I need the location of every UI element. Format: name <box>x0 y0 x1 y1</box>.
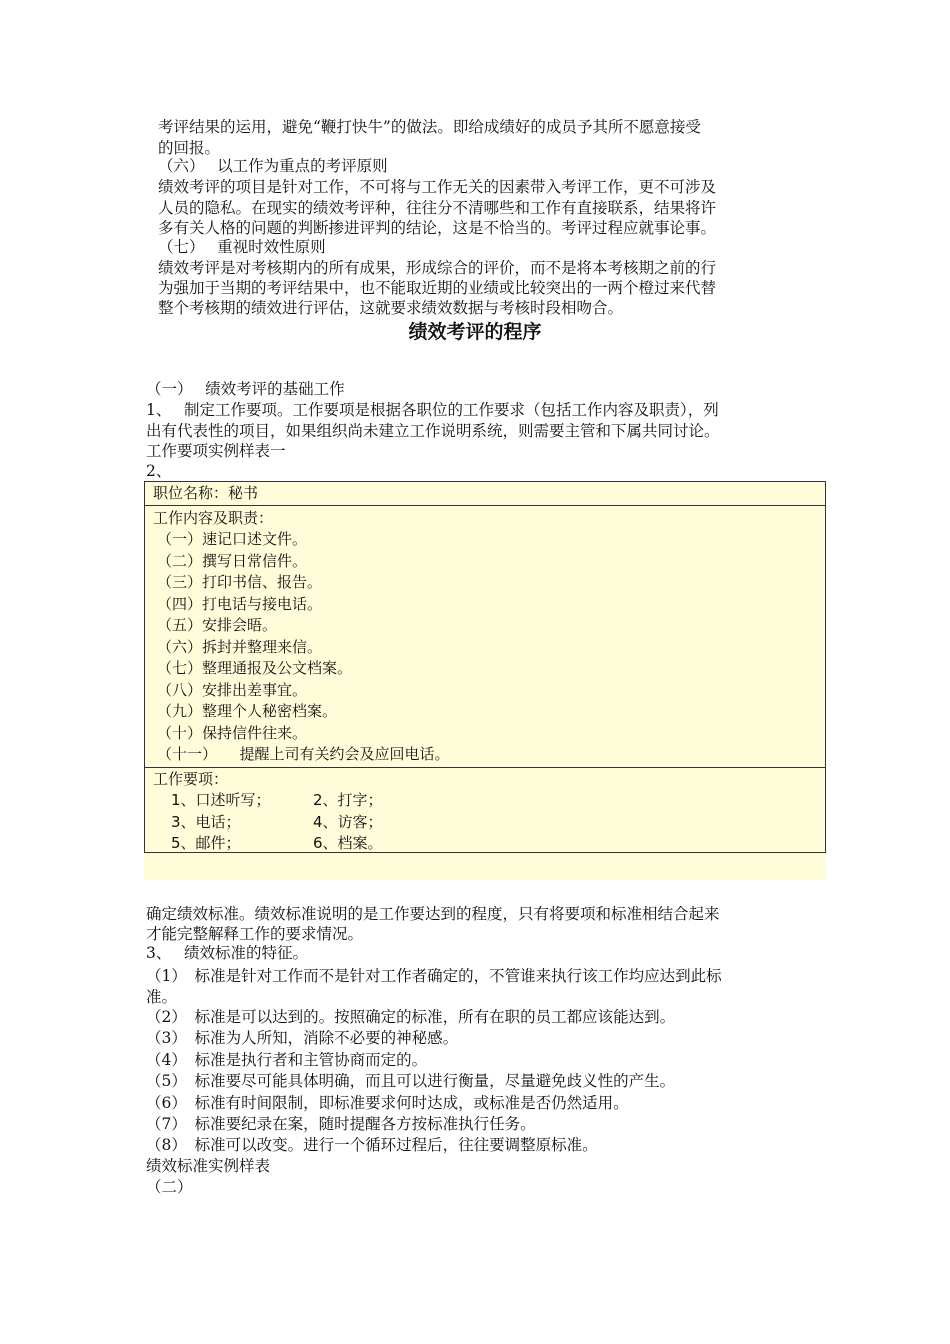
duties-label: 工作内容及职责： <box>153 509 274 527</box>
paragraph-line: 绩效考评是对考核期内的所有成果，形成综合的评价，而不是将本考核期之前的行 <box>158 259 717 277</box>
paragraph-line: 的回报。 <box>158 139 221 157</box>
duty-item: （一）速记口述文件。 <box>157 530 308 548</box>
paragraph-line: 为强加于当期的考评结果中，也不能取近期的业绩或比较突出的一两个橙过来代替 <box>158 279 717 297</box>
subheading-3: 3、 绩效标准的特征。 <box>146 944 309 962</box>
paragraph-line: 1、 制定工作要项。工作要项是根据各职位的工作要求（包括工作内容及职责），列 <box>146 401 719 419</box>
standard-item: （7） 标准要纪录在案，随时提醒各方按标准执行任务。 <box>146 1115 536 1133</box>
item-cell: 2、打字； <box>313 791 383 809</box>
section-title: 绩效考评的程序 <box>408 321 542 343</box>
subheading-7: （七） 重视时效性原则 <box>158 238 326 256</box>
table-shading-tail <box>144 853 826 880</box>
paragraph-line: 2、 <box>146 462 172 480</box>
table-row-position <box>145 482 825 506</box>
paragraph-line: 整个考核期的绩效进行评估，这就要求绩效数据与考核时段相吻合。 <box>158 299 624 317</box>
subheading-2: （二） <box>146 1178 193 1196</box>
paragraph-line: 人员的隐私。在现实的绩效考评种，往往分不清哪些和工作有直接联系，结果将许 <box>158 199 717 217</box>
paragraph-line: 工作要项实例样表一 <box>146 442 286 460</box>
standard-item: （4） 标准是执行者和主管协商而定的。 <box>146 1051 428 1069</box>
item-cell: 6、档案。 <box>313 834 383 852</box>
duty-item: （七）整理通报及公文档案。 <box>157 659 353 677</box>
duty-item: （十）保持信件往来。 <box>157 724 308 742</box>
duty-item: （四）打电话与接电话。 <box>157 595 323 613</box>
duty-item: （六）拆封并整理来信。 <box>157 638 323 656</box>
standard-item: （2） 标准是可以达到的。按照确定的标准，所有在职的员工都应该能达到。 <box>146 1008 676 1026</box>
duty-item: （二）撰写日常信件。 <box>157 552 308 570</box>
subheading-6: （六） 以工作为重点的考评原则 <box>158 157 388 175</box>
paragraph-line: 才能完整解释工作的要求情况。 <box>146 925 364 943</box>
standard-item: （5） 标准要尽可能具体明确，而且可以进行衡量，尽量避免歧义性的产生。 <box>146 1072 676 1090</box>
item-cell: 1、口述听写； <box>171 791 271 809</box>
standard-item: （1） 标准是针对工作而不是针对工作者确定的，不管谁来执行该工作均应达到此标 <box>146 967 722 985</box>
item-cell: 3、电话； <box>171 813 241 831</box>
standard-item-cont: 准。 <box>146 988 178 1006</box>
paragraph-line: 绩效标准实例样表 <box>146 1157 271 1175</box>
paragraph-line: 确定绩效标准。绩效标准说明的是工作要达到的程度，只有将要项和标准相结合起来 <box>146 905 720 923</box>
table-row-items <box>145 768 825 852</box>
position-label: 职位名称：秘书 <box>153 484 259 502</box>
duty-item: （三）打印书信、报告。 <box>157 573 323 591</box>
duty-item: （九）整理个人秘密档案。 <box>157 702 338 720</box>
paragraph-line: 出有代表性的项目，如果组织尚未建立工作说明系统，则需要主管和下属共同讨论。 <box>146 422 720 440</box>
standard-item: （8） 标准可以改变。进行一个循环过程后，往往要调整原标准。 <box>146 1136 598 1154</box>
table-row-duties <box>145 506 825 768</box>
subheading-1: （一） 绩效考评的基础工作 <box>146 380 345 398</box>
paragraph-line: 考评结果的运用，避免“鞭打快牛”的做法。即给成绩好的成员予其所不愿意接受 <box>158 118 701 136</box>
items-label: 工作要项： <box>153 770 229 788</box>
paragraph-line: 多有关人格的问题的判断掺进评判的结论，这是不恰当的。考评过程应就事论事。 <box>158 219 717 237</box>
duty-item: （八）安排出差事宜。 <box>157 681 308 699</box>
duty-item: （十一） 提醒上司有关约会及应回电话。 <box>157 745 450 763</box>
standard-item: （3） 标准为人所知，消除不必要的神秘感。 <box>146 1029 459 1047</box>
job-items-table <box>144 481 826 853</box>
item-cell: 5、邮件； <box>171 834 241 852</box>
duty-item: （五）安排会晤。 <box>157 616 278 634</box>
item-cell: 4、访客； <box>313 813 383 831</box>
paragraph-line: 绩效考评的项目是针对工作，不可将与工作无关的因素带入考评工作，更不可涉及 <box>158 178 717 196</box>
standard-item: （6） 标准有时间限制，即标准要求何时达成，或标准是否仍然适用。 <box>146 1094 629 1112</box>
